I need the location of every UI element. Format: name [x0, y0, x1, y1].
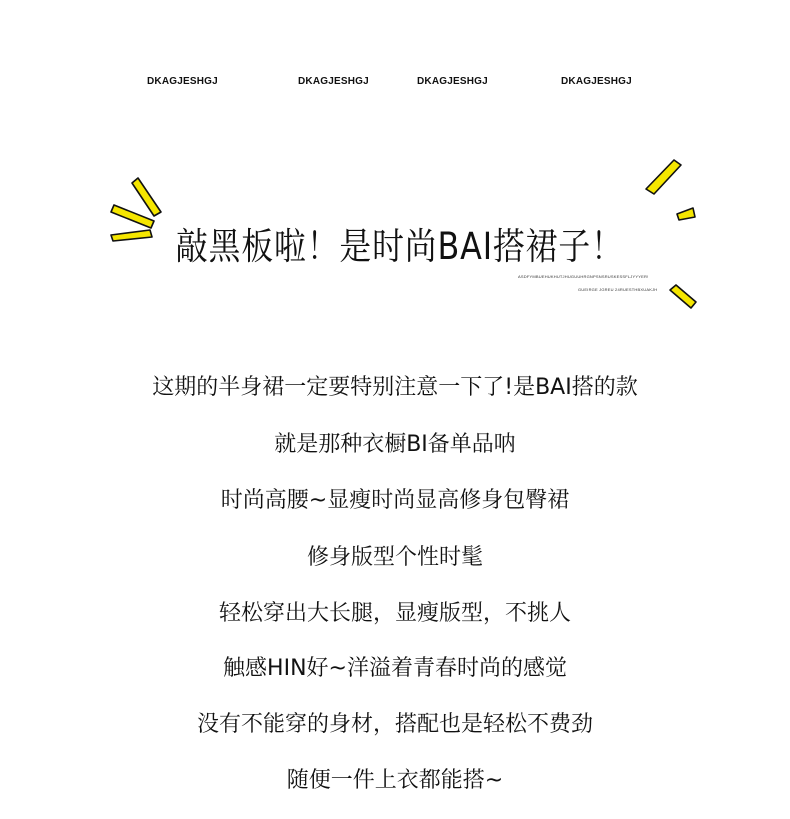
- ray-left-top: [132, 178, 161, 216]
- brand-label-4: DKAGJESHGJ: [561, 76, 632, 87]
- headline-microtext-1: ASDFYMBUEHUKHUTJHUGUUHRGNPSNSRUSKESSFLJYYYER!: [518, 274, 649, 279]
- body-line-8: 随便一件上衣都能搭~: [286, 768, 504, 793]
- brand-label-1: DKAGJESHGJ: [147, 76, 218, 87]
- body-line-6: 触感HIN好~洋溢着青春时尚的感觉: [223, 656, 567, 681]
- ray-left-mid: [111, 205, 154, 228]
- brand-label-2: DKAGJESHGJ: [298, 76, 369, 87]
- body-line-3: 时尚高腰~显瘦时尚显高修身包臀裙: [220, 488, 570, 513]
- body-line-5: 轻松穿出大长腿，显瘦版型，不挑人: [218, 601, 571, 626]
- ray-right-top: [646, 160, 681, 194]
- body-line-7: 没有不能穿的身材，搭配也是轻松不费劲: [196, 712, 593, 737]
- headline: 敲黑板啦！是时尚BAI搭裙子！: [176, 225, 624, 268]
- headline-microtext-2: GUEIRGE JGREU 24RUESTHBXUAKJH: [578, 287, 658, 292]
- body-line-1: 这期的半身裙一定要特别注意一下了!是BAI搭的款: [152, 375, 638, 400]
- ray-left-low: [111, 230, 152, 241]
- accent-rays: [0, 0, 790, 330]
- brand-label-3: DKAGJESHGJ: [417, 76, 488, 87]
- ray-right-low: [670, 285, 696, 308]
- body-line-2: 就是那种衣橱BI备单品呐: [274, 432, 516, 457]
- ray-right-mid: [677, 208, 695, 220]
- body-line-4: 修身版型个性时髦: [306, 545, 483, 570]
